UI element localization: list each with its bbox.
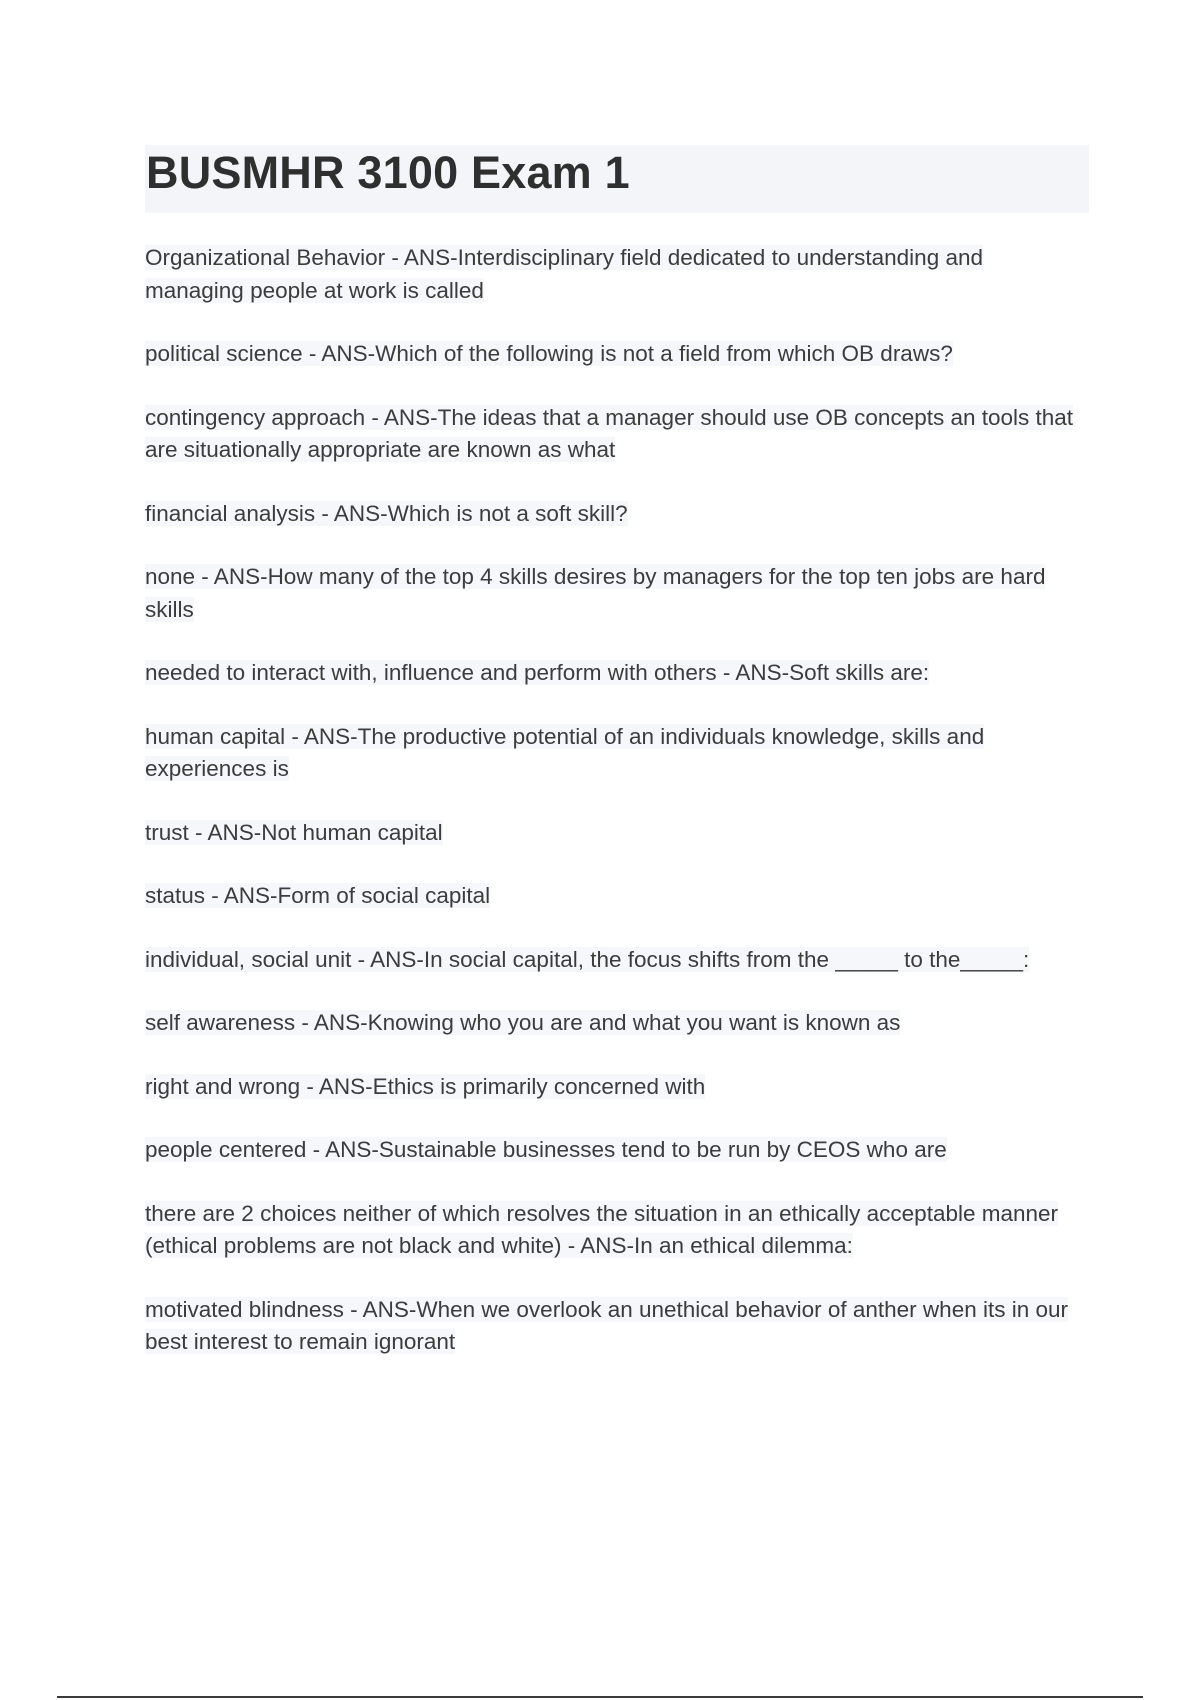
document-title: BUSMHR 3100 Exam 1 [146, 147, 630, 198]
qa-item-text: there are 2 choices neither of which resolves the situation in an ethically acceptable manner (ethical problems are not black and white) - ANS-In an ethical dilemma: [145, 1200, 1059, 1258]
qa-item-text: Organizational Behavior - ANS-Interdisciplinary field dedicated to understanding and managing people at work is called [145, 245, 983, 303]
qa-item [145, 1007, 1085, 1040]
qa-item [145, 657, 1085, 690]
qa-item-text: right and wrong - ANS-Ethics is primarily concerned with [145, 1073, 706, 1099]
qa-item-text: contingency approach - ANS-The ideas that a manager should use OB concepts an tools that are situationally appropriate are known as what [145, 404, 1074, 462]
qa-item-text: financial analysis - ANS-Which is not a soft skill? [145, 500, 628, 526]
qa-item [145, 1198, 1085, 1263]
qa-item-text: none - ANS-How many of the top 4 skills desires by managers for the top ten jobs are hard skills [145, 564, 1046, 622]
qa-item [145, 402, 1085, 467]
qa-item-text: status - ANS-Form of social capital [145, 883, 491, 908]
qa-item [145, 561, 1085, 626]
qa-item-text: people centered - ANS-Sustainable businesses tend to be run by CEOS who are [145, 1137, 947, 1162]
qa-item-text: self awareness - ANS-Knowing who you are and what you want is known as [145, 1010, 901, 1035]
qa-item [145, 817, 1085, 850]
qa-item-text: trust - ANS-Not human capital [145, 819, 443, 845]
qa-item [145, 1134, 1085, 1167]
qa-item [145, 1294, 1085, 1359]
qa-item-text: political science - ANS-Which of the following is not a field from which OB draws? [145, 341, 953, 366]
footer-divider [57, 1696, 1143, 1698]
qa-item-text: individual, social unit - ANS-In social capital, the focus shifts from the _____ to the_____: [145, 946, 1030, 972]
qa-item [145, 721, 1085, 786]
qa-item [145, 338, 1085, 371]
qa-item [145, 498, 1085, 531]
qa-item [145, 1071, 1085, 1104]
qa-item-text: needed to interact with, influence and perform with others - ANS-Soft skills are: [145, 660, 930, 685]
qa-item [145, 242, 1085, 307]
qa-item-text: motivated blindness - ANS-When we overlook an unethical behavior of anther when its in our best interest to remain ignorant [145, 1296, 1069, 1354]
qa-item [145, 880, 1085, 913]
qa-item-text: human capital - ANS-The productive potential of an individuals knowledge, skills and experiences is [145, 723, 985, 781]
qa-item [145, 944, 1085, 977]
qa-list [145, 242, 1085, 1390]
